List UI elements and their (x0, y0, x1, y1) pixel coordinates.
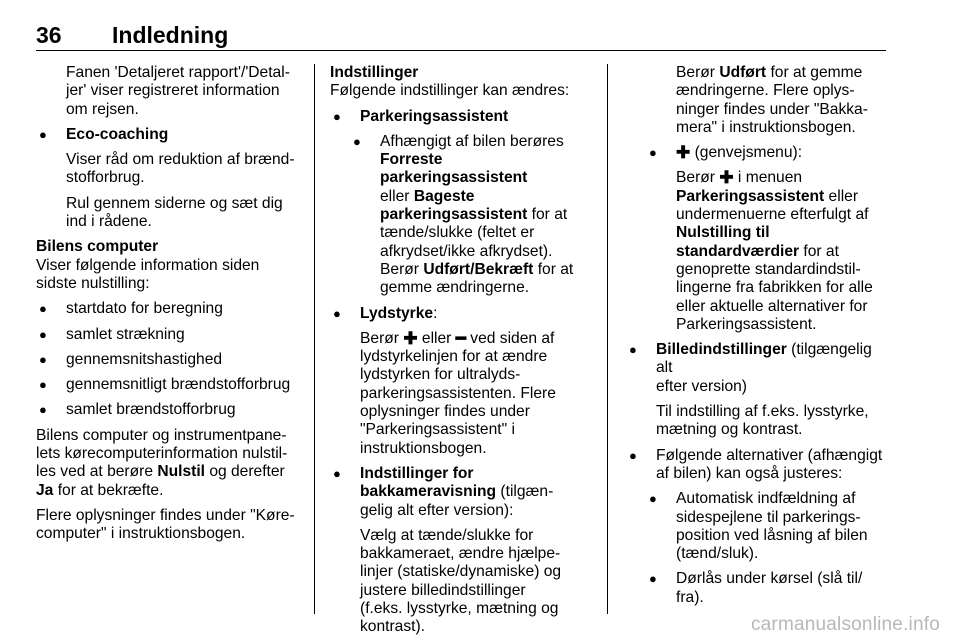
column-3 (626, 64, 892, 607)
plus-icon: ✚ (719, 168, 734, 188)
list-item-lydstyrke: ● Lydstyrke: Berør ✚ eller ━ ved siden af lydstyrkelinjen for at ændre lydstyrken for ultralyds- parkeringsassistenten. Flere oplysninger findes under "Parkeringsassistent" i instruktionsbogen. (330, 305, 592, 458)
column-1 (36, 64, 302, 544)
minus-icon: ━ (455, 328, 466, 348)
sub-list-item-doorlock: ● Dørlås under kørsel (slå til/ fra). (646, 570, 892, 607)
save-paragraph: Berør Udført for at gemme ændringerne. Flere oplys- ninger findes under "Bakka- mera" i instruktionsbogen. (676, 64, 868, 136)
settings-intro: Følgende indstillinger kan ændres: (330, 82, 570, 100)
column-divider (314, 64, 315, 614)
list-item: ● startdato for beregning (36, 300, 302, 318)
more-info-paragraph: Flere oplysninger findes under "Køre- computer" i instruktionsbogen. (36, 506, 295, 543)
list-item-parkeringsassistent: ● Parkeringsassistent (330, 108, 592, 126)
sub-list-item-park: ● Afhængigt af bilen berøres Forreste parkeringsassistent eller Bageste parkeringsassistent for at tænde/slukke (feltet er afkrydset/ikke afkrydset). Berør Udført/Bekræft for at gemme ændringerne. (350, 133, 592, 298)
section-heading-bilens-computer: Bilens computer (36, 238, 159, 256)
reset-paragraph: Bilens computer og instrumentpane- lets kørecomputerinformation nulstil- les ved at berøre Nulstil og derefter Ja for at bekræfte. (36, 426, 288, 499)
nulstil-label: Nulstil (157, 463, 205, 481)
list-item: ● gennemsnitligt brændstofforbrug (36, 376, 302, 394)
plus-icon: ✚ (676, 143, 691, 163)
list-item-eco-coaching: ● Eco-coaching Viser råd om reduktion af brænd- stofforbrug. Rul gennem siderne og sæt dig ind i rådene. (36, 126, 302, 231)
page-title: Indledning (112, 22, 229, 48)
list-item-alternatives: ● Følgende alternativer (afhængigt af bilen) kan også justeres: (626, 447, 892, 484)
list-item-bakkameravisning: ● Indstillinger for bakkameravisning (tilgæn- gelig alt efter version): Vælg at tænde/slukke for bakkameraet, ændre hjælpe- linjer (statiske/dynamiske) og justere billedindstillinger (f.eks. lysstyrke, mætning og kontrast). (330, 465, 592, 637)
page-number: 36 (36, 22, 62, 48)
ja-label: Ja (36, 481, 54, 499)
plus-icon: ✚ (403, 328, 418, 348)
intro-paragraph: Fanen 'Detaljeret rapport'/'Detal- jer' viser registreret information om rejsen. (66, 64, 290, 118)
column-divider (607, 64, 608, 614)
column-2 (330, 64, 592, 637)
list-item: ● gennemsnitshastighed (36, 351, 302, 369)
sub-list-item-mirrors: ● Automatisk indfældning af sidespejlene til parkerings- position ved låsning af bilen (tænd/sluk). (646, 490, 892, 563)
list-item-billedindstillinger: ● Billedindstillinger (tilgængelig alt efter version) Til indstilling af f.eks. lysstyrke, mætning og kontrast. (626, 341, 892, 439)
list-item: ● samlet strækning (36, 326, 302, 344)
computer-intro: Viser følgende information siden sidste nulstilling: (36, 256, 260, 292)
page-header (36, 24, 886, 51)
watermark: carmanualsonline.info (750, 614, 940, 635)
sub-list-item-shortcut: ● ✚ (genvejsmenu): Berør ✚ i menuen Parkeringsassistent eller undermenuerne efterfulgt af Nulstilling til standardværdier for at genoprette standardindstil- lingerne fra fabrikken for alle eller aktuelle alternativer for Parkeringsassistent. (646, 144, 892, 334)
list-item: ● samlet brændstofforbrug (36, 401, 302, 419)
section-heading-indstillinger: Indstillinger (330, 64, 419, 81)
